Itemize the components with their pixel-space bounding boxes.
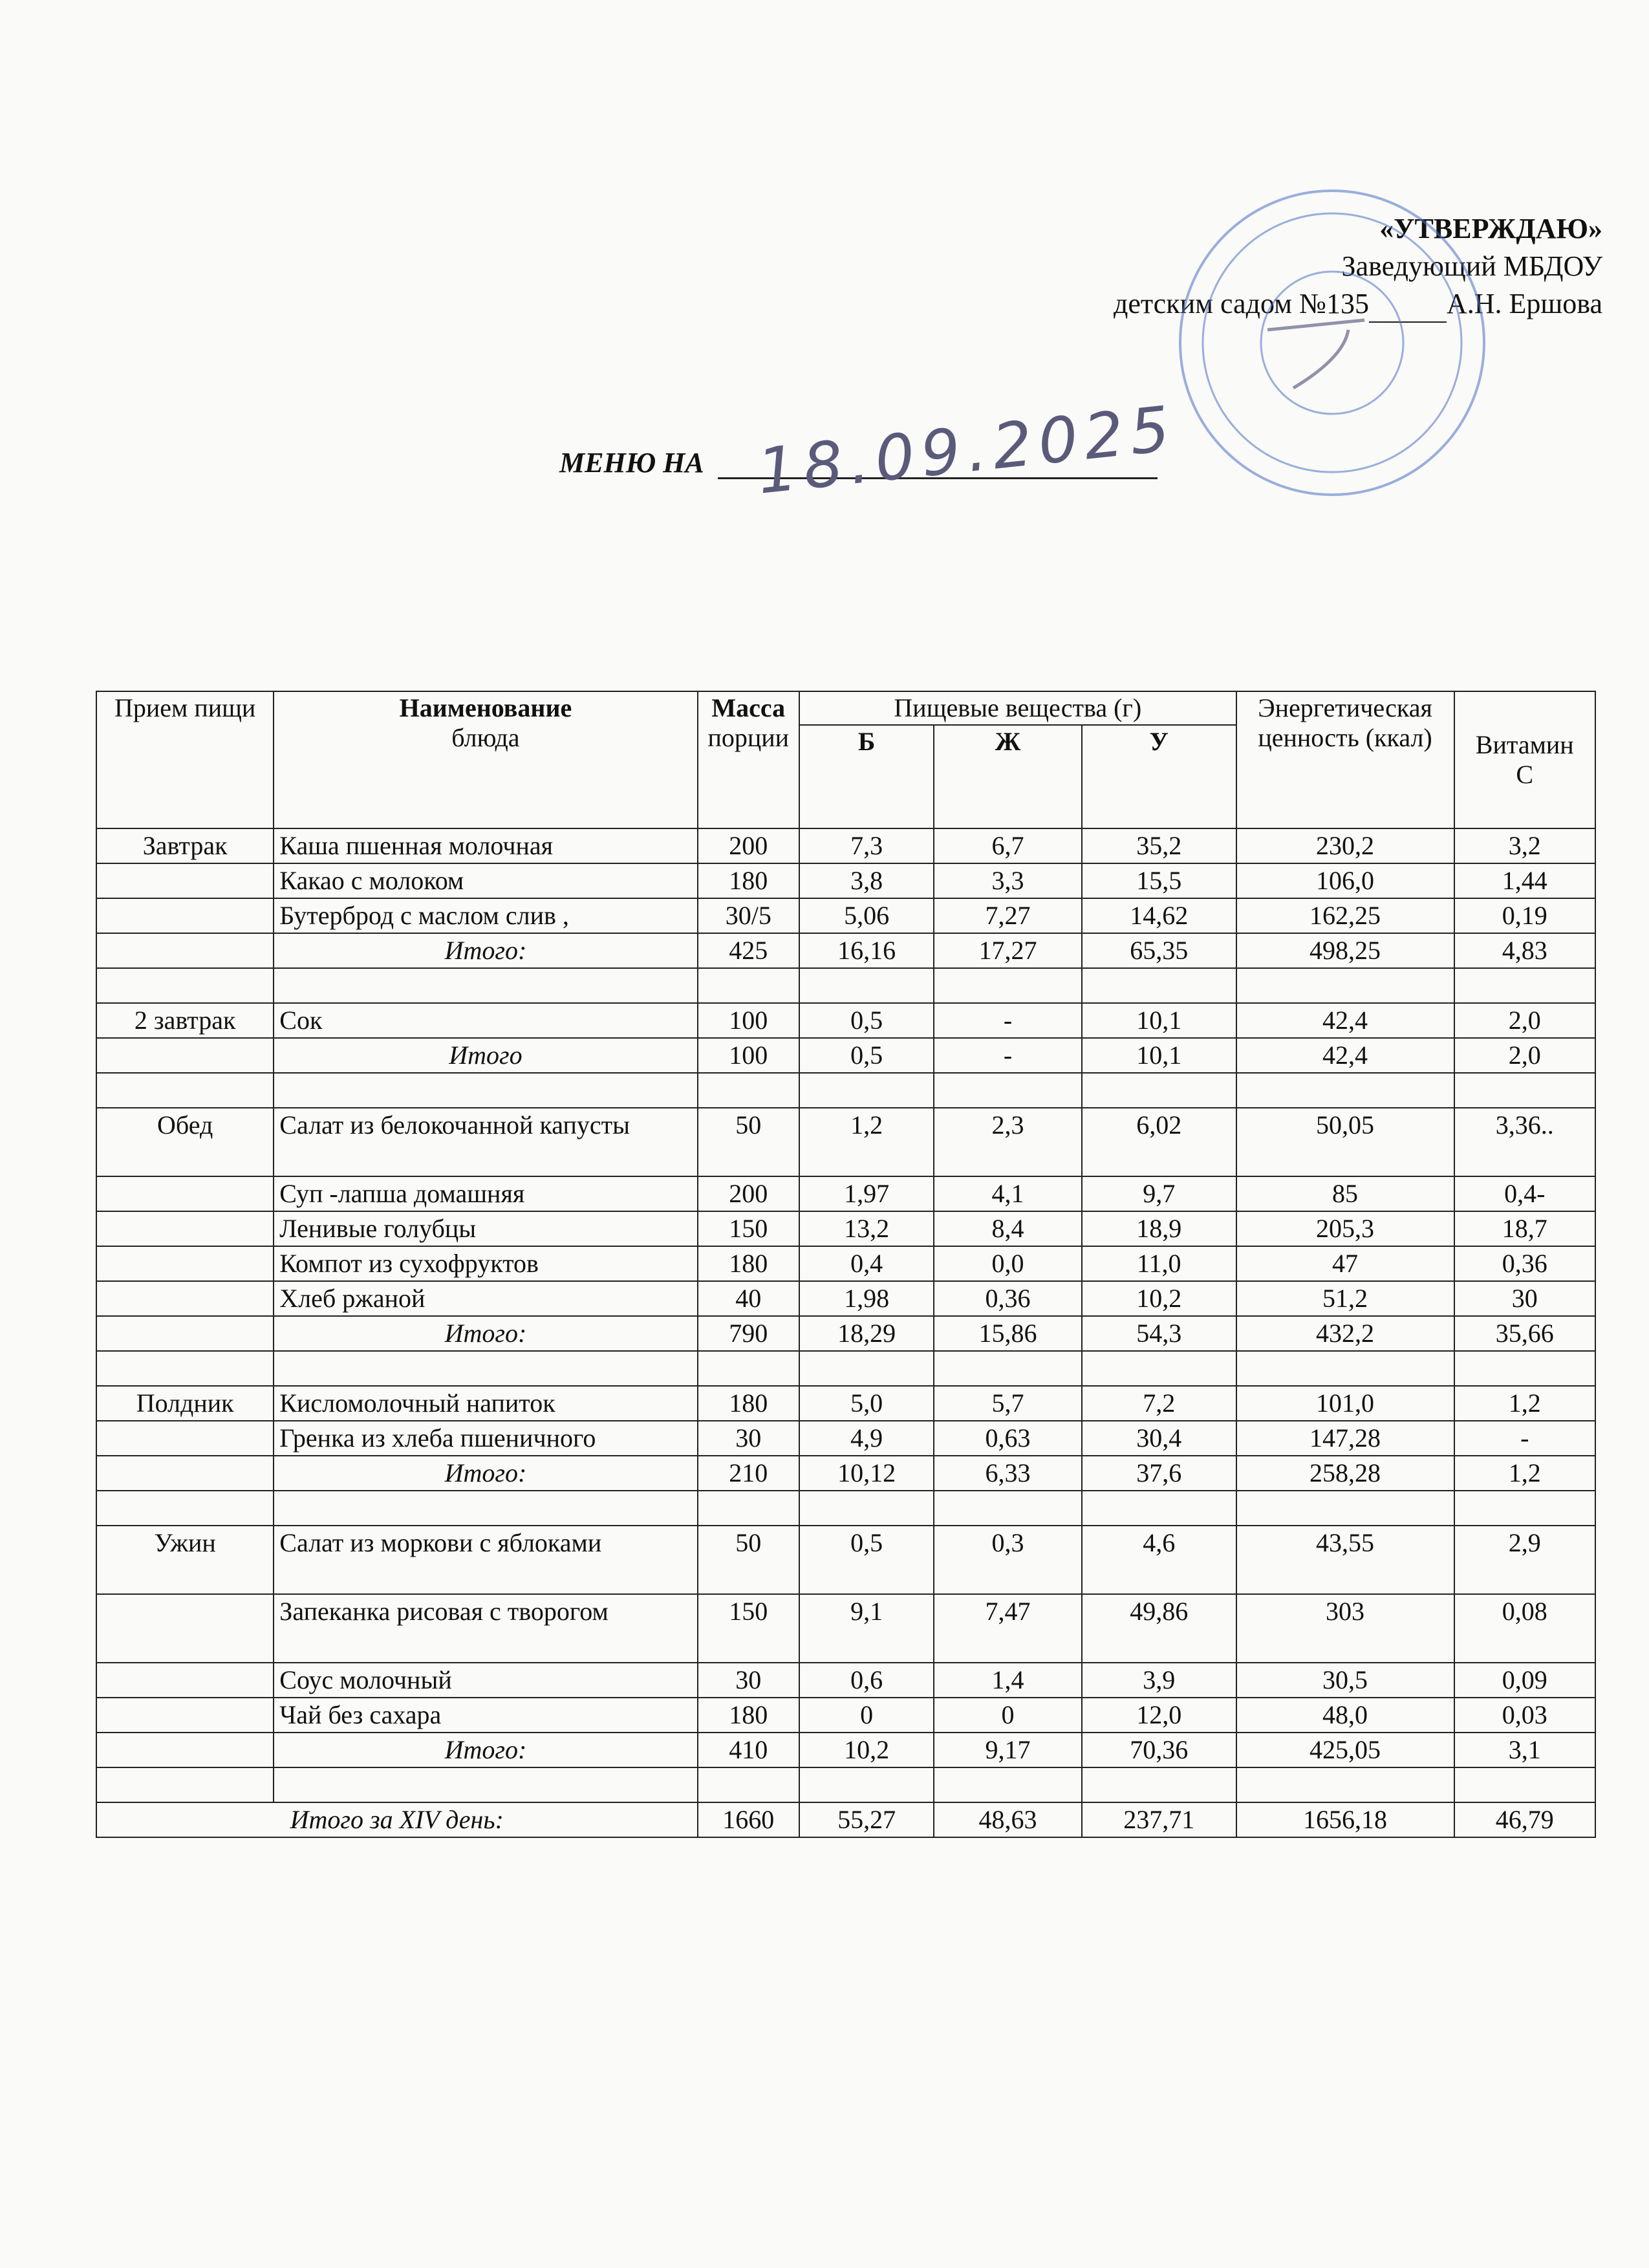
value-vit: 0,4-: [1454, 1176, 1595, 1211]
value-vit: 35,66: [1454, 1316, 1595, 1351]
value-vit: 1,2: [1454, 1456, 1595, 1491]
empty-cell: [799, 968, 934, 1003]
table-row: [96, 1594, 1595, 1663]
empty-cell: [698, 1767, 799, 1802]
value-kcal: 425,05: [1236, 1733, 1454, 1767]
empty-cell: [96, 968, 274, 1003]
header-dish: [274, 691, 697, 828]
table-row-empty: [96, 1351, 1595, 1386]
value-vit: 3,2: [1454, 828, 1595, 863]
empty-cell: [274, 1351, 697, 1386]
value-zh: 6,33: [934, 1456, 1082, 1491]
empty-cell: [1236, 1491, 1454, 1526]
dish-name: Бутерброд с маслом слив ,: [274, 898, 697, 933]
menu-table: [96, 691, 1596, 1838]
meal-cell: [96, 1456, 274, 1491]
empty-cell: [799, 1491, 934, 1526]
value-b: 10,2: [799, 1733, 934, 1767]
empty-cell: [1236, 1073, 1454, 1108]
empty-cell: [1236, 968, 1454, 1003]
table-row-empty: [96, 1767, 1595, 1802]
value-vit: 1,44: [1454, 863, 1595, 898]
value-kcal: 30,5: [1236, 1663, 1454, 1698]
empty-cell: [934, 1073, 1082, 1108]
value-u: 3,9: [1082, 1663, 1236, 1698]
value-u: 18,9: [1082, 1211, 1236, 1246]
empty-cell: [1236, 1767, 1454, 1802]
empty-cell: [934, 1767, 1082, 1802]
empty-cell: [1082, 1491, 1236, 1526]
approval-kindergarten: детским садом №135: [1114, 288, 1369, 319]
table-row-grand-total: [96, 1802, 1595, 1837]
subtotal-label: Итого:: [274, 933, 697, 968]
value-vit: 4,83: [1454, 933, 1595, 968]
grand-total-b: 55,27: [799, 1802, 934, 1837]
value-mass: 180: [698, 1386, 799, 1421]
value-kcal: 303: [1236, 1594, 1454, 1663]
dish-name: Салат из моркови с яблоками: [274, 1526, 697, 1594]
table-row: [96, 1176, 1595, 1211]
value-zh: 0,3: [934, 1526, 1082, 1594]
table-row: [96, 1281, 1595, 1316]
table-row-total: [96, 1038, 1595, 1073]
table-row-total: [96, 1316, 1595, 1351]
value-zh: 3,3: [934, 863, 1082, 898]
table-row-total: [96, 1456, 1595, 1491]
value-mass: 150: [698, 1594, 799, 1663]
value-b: 10,12: [799, 1456, 934, 1491]
value-kcal: 498,25: [1236, 933, 1454, 968]
header-energy: Энергетическая ценность (ккал): [1236, 691, 1454, 828]
header-mass-sub: порции: [707, 723, 790, 752]
empty-cell: [1082, 1767, 1236, 1802]
table-row-total: [96, 1733, 1595, 1767]
meal-cell: 2 завтрак: [96, 1003, 274, 1038]
empty-cell: [274, 968, 697, 1003]
value-u: 65,35: [1082, 933, 1236, 968]
table-row: [96, 1003, 1595, 1038]
value-mass: 30: [698, 1421, 799, 1456]
header-vitamin: Витамин С: [1454, 691, 1595, 828]
value-b: 1,98: [799, 1281, 934, 1316]
dish-name: Каша пшенная молочная: [274, 828, 697, 863]
value-vit: 18,7: [1454, 1211, 1595, 1246]
table-row: [96, 1246, 1595, 1281]
meal-cell: [96, 1698, 274, 1733]
value-kcal: 50,05: [1236, 1108, 1454, 1176]
table-row: [96, 863, 1595, 898]
value-vit: 0,36: [1454, 1246, 1595, 1281]
value-vit: 0,03: [1454, 1698, 1595, 1733]
dish-name: Салат из белокочанной капусты: [274, 1108, 697, 1176]
header-dish-bold: Наименование: [399, 693, 572, 722]
meal-cell: [96, 1281, 274, 1316]
empty-cell: [799, 1351, 934, 1386]
value-mass: 30/5: [698, 898, 799, 933]
value-b: 3,8: [799, 863, 934, 898]
value-zh: -: [934, 1038, 1082, 1073]
value-zh: 1,4: [934, 1663, 1082, 1698]
empty-cell: [698, 1351, 799, 1386]
value-b: 5,06: [799, 898, 934, 933]
value-kcal: 258,28: [1236, 1456, 1454, 1491]
table-row-empty: [96, 968, 1595, 1003]
value-u: 30,4: [1082, 1421, 1236, 1456]
table-row: [96, 1108, 1595, 1176]
value-mass: 210: [698, 1456, 799, 1491]
empty-cell: [1082, 968, 1236, 1003]
table-row: [96, 1421, 1595, 1456]
empty-cell: [1454, 1351, 1595, 1386]
value-zh: 17,27: [934, 933, 1082, 968]
value-vit: 3,36..: [1454, 1108, 1595, 1176]
value-zh: 0,63: [934, 1421, 1082, 1456]
value-kcal: 47: [1236, 1246, 1454, 1281]
value-zh: 7,27: [934, 898, 1082, 933]
subtotal-label: Итого:: [274, 1316, 697, 1351]
value-mass: 200: [698, 1176, 799, 1211]
value-u: 12,0: [1082, 1698, 1236, 1733]
empty-cell: [934, 1351, 1082, 1386]
value-kcal: 43,55: [1236, 1526, 1454, 1594]
value-kcal: 205,3: [1236, 1211, 1454, 1246]
empty-cell: [698, 968, 799, 1003]
meal-cell: [96, 1663, 274, 1698]
value-u: 6,02: [1082, 1108, 1236, 1176]
value-zh: 4,1: [934, 1176, 1082, 1211]
subtotal-label: Итого: [274, 1038, 697, 1073]
table-row-empty: [96, 1073, 1595, 1108]
table-row: [96, 1663, 1595, 1698]
grand-total-vit: 46,79: [1454, 1802, 1595, 1837]
table-row-empty: [96, 1491, 1595, 1526]
approval-name: А.Н. Ершова: [1446, 288, 1602, 319]
header-zh: Ж: [934, 725, 1082, 828]
approval-title: «УТВЕРЖДАЮ»: [1379, 213, 1602, 244]
value-u: 14,62: [1082, 898, 1236, 933]
value-kcal: 432,2: [1236, 1316, 1454, 1351]
empty-cell: [698, 1073, 799, 1108]
value-zh: -: [934, 1003, 1082, 1038]
dish-name: Хлеб ржаной: [274, 1281, 697, 1316]
value-kcal: 162,25: [1236, 898, 1454, 933]
value-zh: 0: [934, 1698, 1082, 1733]
meal-cell: Обед: [96, 1108, 274, 1176]
empty-cell: [934, 968, 1082, 1003]
official-stamp-icon: [1170, 181, 1494, 504]
value-mass: 410: [698, 1733, 799, 1767]
value-b: 13,2: [799, 1211, 934, 1246]
meal-cell: [96, 1176, 274, 1211]
meal-cell: [96, 898, 274, 933]
grand-total-zh: 48,63: [934, 1802, 1082, 1837]
value-u: 4,6: [1082, 1526, 1236, 1594]
meal-cell: [96, 1038, 274, 1073]
meal-cell: [96, 1421, 274, 1456]
value-zh: 15,86: [934, 1316, 1082, 1351]
value-mass: 180: [698, 1698, 799, 1733]
value-kcal: 85: [1236, 1176, 1454, 1211]
value-kcal: 230,2: [1236, 828, 1454, 863]
empty-cell: [1454, 1491, 1595, 1526]
grand-total-kcal: 1656,18: [1236, 1802, 1454, 1837]
value-b: 16,16: [799, 933, 934, 968]
value-vit: 2,9: [1454, 1526, 1595, 1594]
dish-name: Суп -лапша домашняя: [274, 1176, 697, 1211]
header-b: Б: [799, 725, 934, 828]
meal-cell: Полдник: [96, 1386, 274, 1421]
value-u: 11,0: [1082, 1246, 1236, 1281]
dish-name: Гренка из хлеба пшеничного: [274, 1421, 697, 1456]
empty-cell: [1454, 1767, 1595, 1802]
empty-cell: [96, 1351, 274, 1386]
value-zh: 8,4: [934, 1211, 1082, 1246]
value-zh: 2,3: [934, 1108, 1082, 1176]
value-vit: 1,2: [1454, 1386, 1595, 1421]
dish-name: Ленивые голубцы: [274, 1211, 697, 1246]
value-mass: 50: [698, 1108, 799, 1176]
menu-table-body: [96, 828, 1595, 1837]
dish-name: Сок: [274, 1003, 697, 1038]
value-vit: 0,09: [1454, 1663, 1595, 1698]
value-b: 18,29: [799, 1316, 934, 1351]
grand-total-label: Итого за XIV день:: [96, 1802, 698, 1837]
header-mass-bold: Масса: [711, 693, 786, 722]
dish-name: Запеканка рисовая с творогом: [274, 1594, 697, 1663]
meal-cell: [96, 1246, 274, 1281]
value-mass: 40: [698, 1281, 799, 1316]
dish-name: Компот из сухофруктов: [274, 1246, 697, 1281]
value-vit: 0,08: [1454, 1594, 1595, 1663]
value-kcal: 101,0: [1236, 1386, 1454, 1421]
value-zh: 5,7: [934, 1386, 1082, 1421]
value-u: 70,36: [1082, 1733, 1236, 1767]
header-dish-sub: блюда: [451, 723, 520, 752]
value-mass: 790: [698, 1316, 799, 1351]
empty-cell: [96, 1073, 274, 1108]
dish-name: Кисломолочный напиток: [274, 1386, 697, 1421]
empty-cell: [1454, 1073, 1595, 1108]
value-zh: 6,7: [934, 828, 1082, 863]
value-b: 0,4: [799, 1246, 934, 1281]
value-kcal: 51,2: [1236, 1281, 1454, 1316]
value-vit: 2,0: [1454, 1003, 1595, 1038]
value-zh: 9,17: [934, 1733, 1082, 1767]
grand-total-mass: 1660: [698, 1802, 799, 1837]
value-u: 49,86: [1082, 1594, 1236, 1663]
meal-cell: [96, 933, 274, 968]
header-u: У: [1082, 725, 1236, 828]
value-b: 4,9: [799, 1421, 934, 1456]
value-vit: 3,1: [1454, 1733, 1595, 1767]
grand-total-u: 237,71: [1082, 1802, 1236, 1837]
empty-cell: [274, 1073, 697, 1108]
value-u: 10,1: [1082, 1003, 1236, 1038]
value-mass: 425: [698, 933, 799, 968]
empty-cell: [96, 1491, 274, 1526]
value-mass: 180: [698, 863, 799, 898]
empty-cell: [799, 1767, 934, 1802]
value-mass: 30: [698, 1663, 799, 1698]
value-b: 1,2: [799, 1108, 934, 1176]
value-mass: 150: [698, 1211, 799, 1246]
empty-cell: [1454, 968, 1595, 1003]
empty-cell: [799, 1073, 934, 1108]
value-zh: 7,47: [934, 1594, 1082, 1663]
value-u: 7,2: [1082, 1386, 1236, 1421]
table-row: [96, 898, 1595, 933]
table-row: [96, 1698, 1595, 1733]
menu-title: МЕНЮ НА: [559, 447, 704, 479]
empty-cell: [1082, 1351, 1236, 1386]
value-mass: 200: [698, 828, 799, 863]
meal-cell: [96, 863, 274, 898]
subtotal-label: Итого:: [274, 1733, 697, 1767]
meal-cell: Ужин: [96, 1526, 274, 1594]
value-u: 37,6: [1082, 1456, 1236, 1491]
value-b: 1,97: [799, 1176, 934, 1211]
value-u: 54,3: [1082, 1316, 1236, 1351]
value-mass: 100: [698, 1003, 799, 1038]
empty-cell: [1082, 1073, 1236, 1108]
value-u: 35,2: [1082, 828, 1236, 863]
meal-cell: [96, 1316, 274, 1351]
value-kcal: 42,4: [1236, 1038, 1454, 1073]
meal-cell: [96, 1211, 274, 1246]
meal-cell: [96, 1594, 274, 1663]
empty-cell: [934, 1491, 1082, 1526]
dish-name: Какао с молоком: [274, 863, 697, 898]
empty-cell: [274, 1491, 697, 1526]
header-nutrients: Пищевые вещества (г): [799, 691, 1236, 725]
menu-date-handwritten: 18.09.2025: [753, 392, 1180, 508]
dish-name: Соус молочный: [274, 1663, 697, 1698]
value-mass: 50: [698, 1526, 799, 1594]
value-b: 0: [799, 1698, 934, 1733]
value-b: 5,0: [799, 1386, 934, 1421]
empty-cell: [274, 1767, 697, 1802]
value-kcal: 48,0: [1236, 1698, 1454, 1733]
empty-cell: [1236, 1351, 1454, 1386]
value-b: 0,5: [799, 1526, 934, 1594]
subtotal-label: Итого:: [274, 1456, 697, 1491]
header-meal: Прием пищи: [96, 691, 274, 828]
meal-cell: [96, 1733, 274, 1767]
value-vit: 0,19: [1454, 898, 1595, 933]
value-kcal: 42,4: [1236, 1003, 1454, 1038]
value-mass: 100: [698, 1038, 799, 1073]
value-u: 9,7: [1082, 1176, 1236, 1211]
value-zh: 0,36: [934, 1281, 1082, 1316]
value-vit: -: [1454, 1421, 1595, 1456]
value-b: 9,1: [799, 1594, 934, 1663]
table-row: [96, 1386, 1595, 1421]
value-u: 10,2: [1082, 1281, 1236, 1316]
value-mass: 180: [698, 1246, 799, 1281]
value-kcal: 147,28: [1236, 1421, 1454, 1456]
value-b: 0,5: [799, 1003, 934, 1038]
table-row: [96, 828, 1595, 863]
empty-cell: [96, 1767, 274, 1802]
value-b: 0,5: [799, 1038, 934, 1073]
dish-name: Чай без сахара: [274, 1698, 697, 1733]
value-b: 0,6: [799, 1663, 934, 1698]
value-u: 15,5: [1082, 863, 1236, 898]
value-vit: 30: [1454, 1281, 1595, 1316]
table-row: [96, 1211, 1595, 1246]
table-row-total: [96, 933, 1595, 968]
header-mass: [698, 691, 799, 828]
meal-cell: Завтрак: [96, 828, 274, 863]
empty-cell: [698, 1491, 799, 1526]
table-row: [96, 1526, 1595, 1594]
value-vit: 2,0: [1454, 1038, 1595, 1073]
value-u: 10,1: [1082, 1038, 1236, 1073]
value-kcal: 106,0: [1236, 863, 1454, 898]
value-b: 7,3: [799, 828, 934, 863]
approval-position: Заведующий МБДОУ: [1341, 250, 1602, 282]
value-zh: 0,0: [934, 1246, 1082, 1281]
